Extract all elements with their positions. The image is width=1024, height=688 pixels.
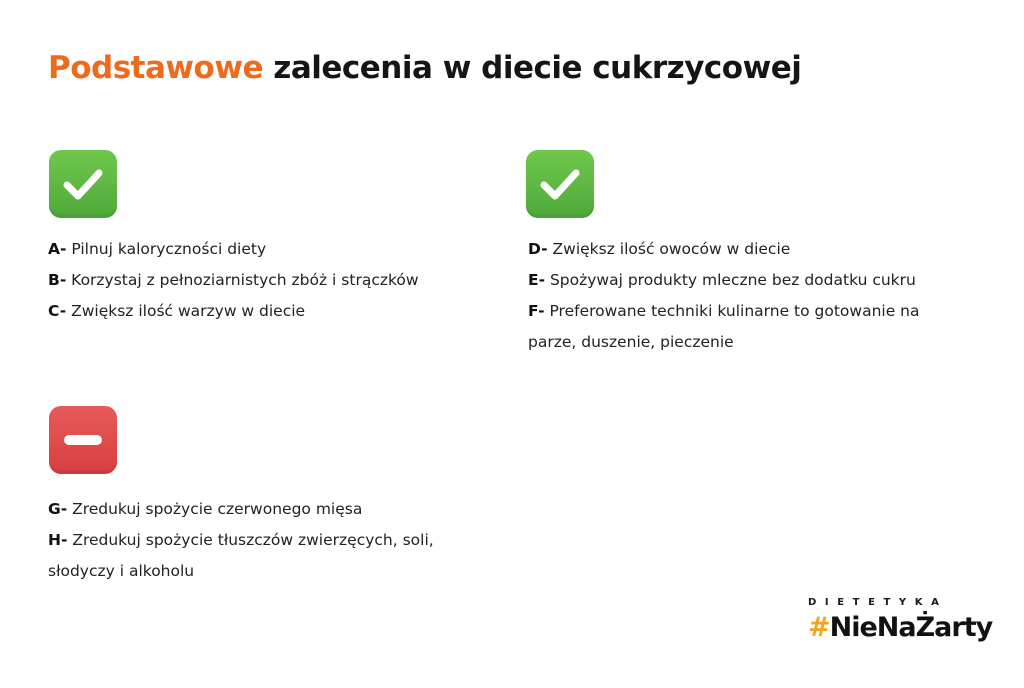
page-title <box>48 50 801 86</box>
item-letter: A- <box>48 240 67 258</box>
recommendations-list-right <box>528 234 968 358</box>
brand-hash: # <box>808 612 830 643</box>
item-text: Zredukuj spożycie czerwonego mięsa <box>67 500 363 518</box>
item-letter: B- <box>48 271 67 289</box>
item-text: Preferowane techniki kulinarne to gotowanie na parze, duszenie, pieczenie <box>528 302 920 351</box>
item-text: Spożywaj produkty mleczne bez dodatku cukru <box>545 271 916 289</box>
item-letter: F- <box>528 302 545 320</box>
check-icon <box>49 150 117 218</box>
item-text: Pilnuj kaloryczności diety <box>66 240 267 258</box>
item-text: Zwiększ ilość owoców w diecie <box>547 240 791 258</box>
item-text: Zredukuj spożycie tłuszczów zwierzęcych, soli, słodyczy i alkoholu <box>48 531 434 580</box>
item-text: Korzystaj z pełnoziarnistych zbóż i strączków <box>66 271 419 289</box>
list-item <box>48 494 468 525</box>
check-icon <box>526 150 594 218</box>
reduce-list <box>48 494 468 587</box>
brand-tagline: DIETETYKA <box>808 597 948 608</box>
list-item <box>528 234 968 265</box>
list-item <box>48 265 468 296</box>
title-rest: zalecenia w diecie cukrzycowej <box>263 50 802 86</box>
brand-name-text: NieNaŻarty <box>829 612 993 643</box>
item-text: Zwiększ ilość warzyw w diecie <box>66 302 306 320</box>
brand-name <box>808 612 993 643</box>
minus-icon <box>49 406 117 474</box>
item-letter: C- <box>48 302 67 320</box>
item-letter: G- <box>48 500 68 518</box>
brand-logo <box>808 597 993 643</box>
list-item <box>528 265 968 296</box>
list-item <box>528 296 968 358</box>
list-item <box>48 234 468 265</box>
item-letter: E- <box>528 271 546 289</box>
title-accent: Podstawowe <box>48 50 263 86</box>
recommendations-list-left <box>48 234 468 327</box>
list-item <box>48 296 468 327</box>
list-item <box>48 525 468 587</box>
item-letter: D- <box>528 240 548 258</box>
item-letter: H- <box>48 531 68 549</box>
